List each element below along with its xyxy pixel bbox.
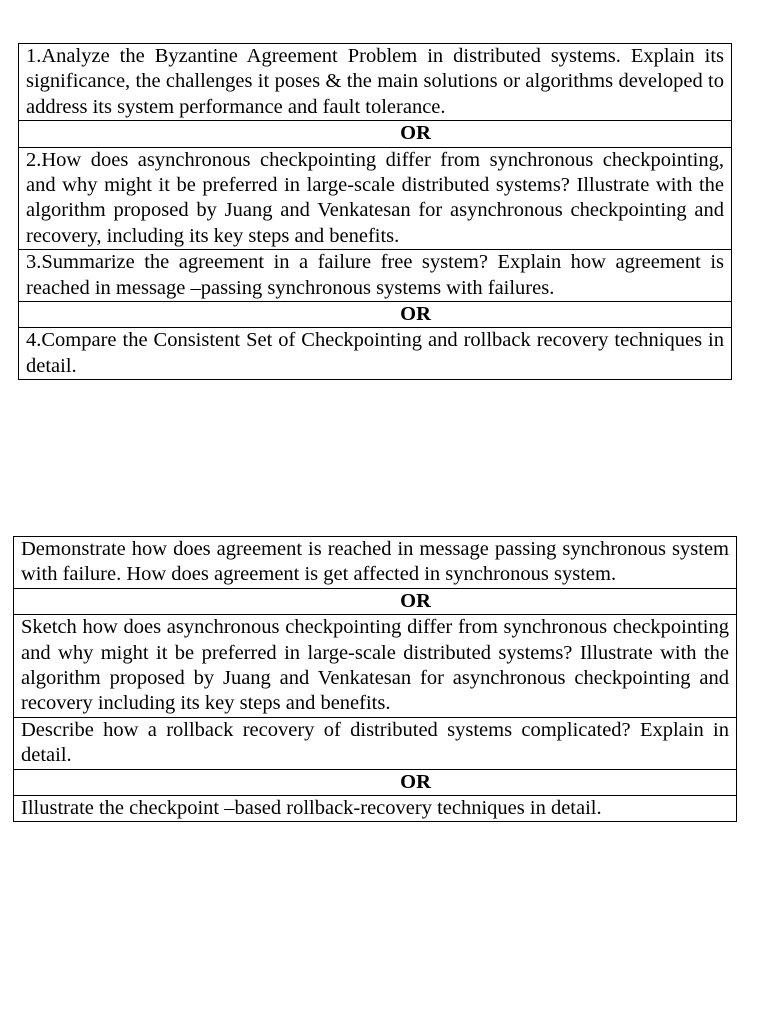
- or-separator: OR: [14, 588, 737, 614]
- question-2: 2.How does asynchronous checkpointing differ from synchronous checkpointing, and why might it be preferred in large-scale distributed systems? Illustrate with the algorithm proposed by Juang and Venkatesan for asynchronous checkpointing and recovery, including its key steps and benefits.: [19, 147, 732, 250]
- table-row: [14, 717, 737, 769]
- table-row: [14, 769, 737, 795]
- question-describe-rollback: Describe how a rollback recovery of distributed systems complicated? Explain in detail.: [14, 717, 737, 769]
- question-illustrate-checkpoint: Illustrate the checkpoint –based rollback-recovery techniques in detail.: [14, 796, 737, 822]
- question-demonstrate-agreement: Demonstrate how does agreement is reached in message passing synchronous system with failure. How does agreement is get affected in synchronous system.: [14, 537, 737, 589]
- question-table-2: [13, 536, 737, 822]
- question-1: 1.Analyze the Byzantine Agreement Problem in distributed systems. Explain its significance, the challenges it poses & the main solutions or algorithms developed to address its system performance and fault tolerance.: [19, 44, 732, 121]
- table-row: [14, 796, 737, 822]
- table-row: [19, 44, 732, 121]
- table-row: [19, 147, 732, 250]
- question-table-1: [18, 43, 732, 380]
- or-separator: OR: [14, 769, 737, 795]
- table-row: [19, 250, 732, 302]
- question-sketch-checkpointing: Sketch how does asynchronous checkpointing differ from synchronous checkpointing and why might it be preferred in large-scale distributed systems? Illustrate with the algorithm proposed by Juang and Venkatesan for asynchronous checkpointing and recovery including its key steps and benefits.: [14, 615, 737, 718]
- question-3: 3.Summarize the agreement in a failure free system? Explain how agreement is reached in message –passing synchronous systems with failures.: [19, 250, 732, 302]
- table-row: [14, 537, 737, 589]
- or-separator: OR: [19, 121, 732, 147]
- table-row: [14, 588, 737, 614]
- table-row: [14, 615, 737, 718]
- table-row: [19, 328, 732, 380]
- table-row: [19, 302, 732, 328]
- table-row: [19, 121, 732, 147]
- question-4: 4.Compare the Consistent Set of Checkpointing and rollback recovery techniques in detail.: [19, 328, 732, 380]
- or-separator: OR: [19, 302, 732, 328]
